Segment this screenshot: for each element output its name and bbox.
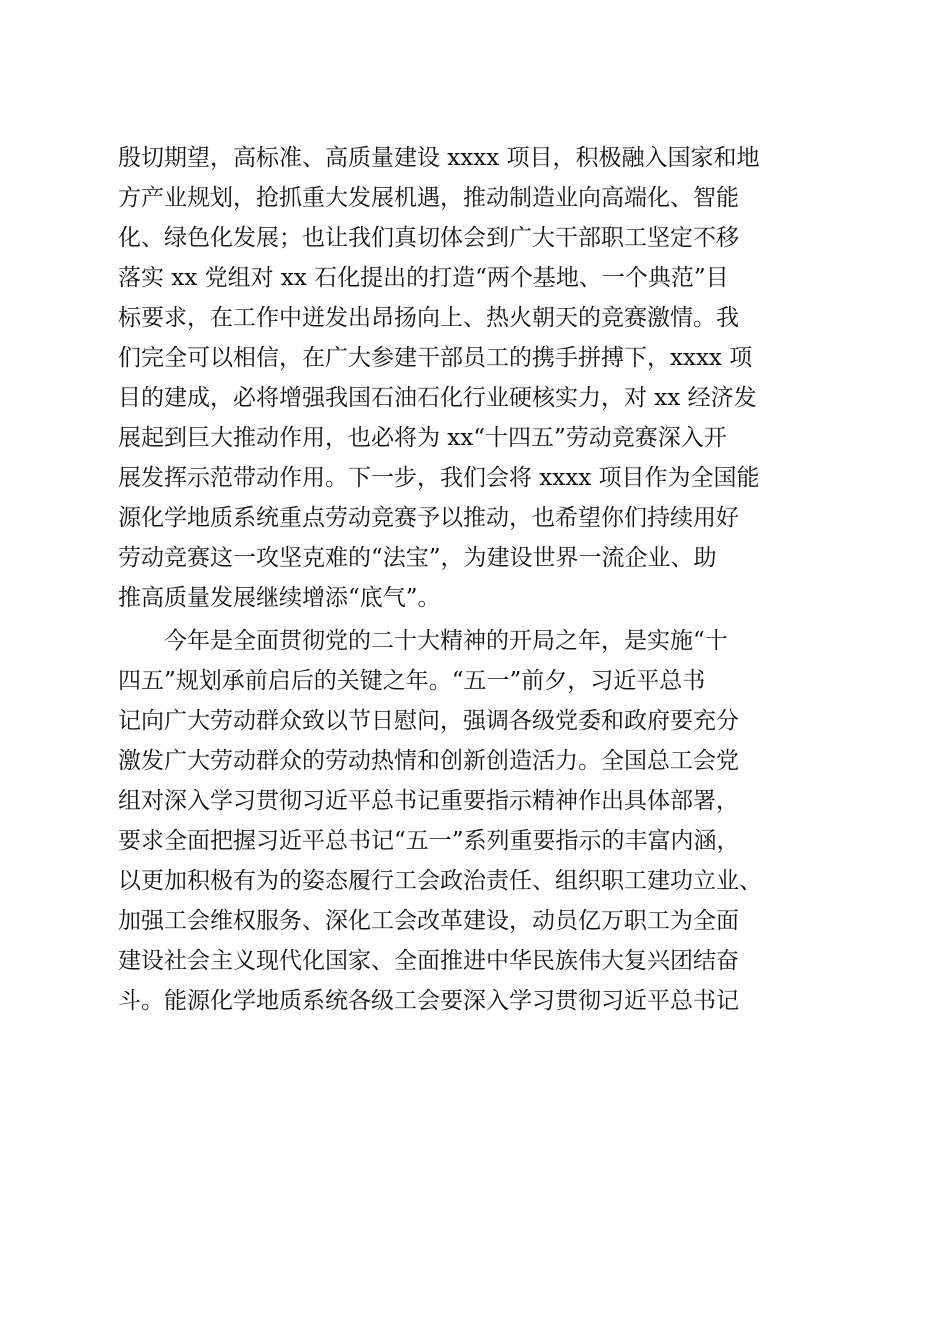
text-line-13: 今年是全面贯彻党的二十大精神的开局之年，是实施“十 bbox=[164, 628, 728, 654]
text-line-17: 组对深入学习贯彻习近平总书记重要指示精神作出具体部署， bbox=[118, 788, 739, 814]
text-line-3: 化、绿色化发展；也让我们真切体会到广大干部职工坚定不移 bbox=[118, 225, 739, 251]
text-line-16: 激发广大劳动群众的劳动热情和创新创造活力。全国总工会党 bbox=[118, 748, 739, 774]
text-line-12: 推高质量发展继续增添“底气”。 bbox=[118, 585, 441, 611]
text-line-15: 记向广大劳动群众致以节日慰问，强调各级党委和政府要充分 bbox=[118, 708, 739, 734]
text-line-5: 标要求，在工作中迸发出昂扬向上、热火朝天的竞赛激情。我 bbox=[118, 305, 739, 331]
text-line-18: 要求全面把握习近平总书记“五一”系列重要指示的丰富内涵， bbox=[118, 828, 740, 854]
text-line-22: 斗。能源化学地质系统各级工会要深入学习贯彻习近平总书记 bbox=[118, 988, 739, 1014]
text-line-9: 展发挥示范带动作用。下一步，我们会将 xxxx 项目作为全国能 bbox=[118, 465, 760, 491]
text-line-4: 落实 xx 党组对 xx 石化提出的打造“两个基地、一个典范”目 bbox=[118, 265, 729, 291]
text-line-11: 劳动竞赛这一攻坚克难的“法宝”，为建设世界一流企业、助 bbox=[118, 545, 717, 571]
text-line-2: 方产业规划，抢抓重大发展机遇，推动制造业向高端化、智能 bbox=[118, 185, 739, 211]
text-line-1: 殷切期望，高标准、高质量建设 xxxx 项目，积极融入国家和地 bbox=[118, 145, 760, 171]
text-line-19: 以更加积极有为的姿态履行工会政治责任、组织职工建功立业、 bbox=[118, 868, 762, 894]
text-line-20: 加强工会维权服务、深化工会改革建设，动员亿万职工为全面 bbox=[118, 908, 739, 934]
text-line-10: 源化学地质系统重点劳动竞赛予以推动，也希望你们持续用好 bbox=[118, 505, 739, 531]
text-line-14: 四五”规划承前启后的关键之年。“五一”前夕，习近平总书 bbox=[118, 668, 706, 694]
text-line-7: 目的建成，必将增强我国石油石化行业硬核实力，对 xx 经济发 bbox=[118, 385, 757, 411]
text-line-8: 展起到巨大推动作用，也必将为 xx“十四五”劳动竞赛深入开 bbox=[118, 425, 727, 451]
text-line-6: 们完全可以相信，在广大参建干部员工的携手拼搏下，xxxx 项 bbox=[118, 345, 753, 371]
text-line-21: 建设社会主义现代化国家、全面推进中华民族伟大复兴团结奋 bbox=[118, 948, 739, 974]
